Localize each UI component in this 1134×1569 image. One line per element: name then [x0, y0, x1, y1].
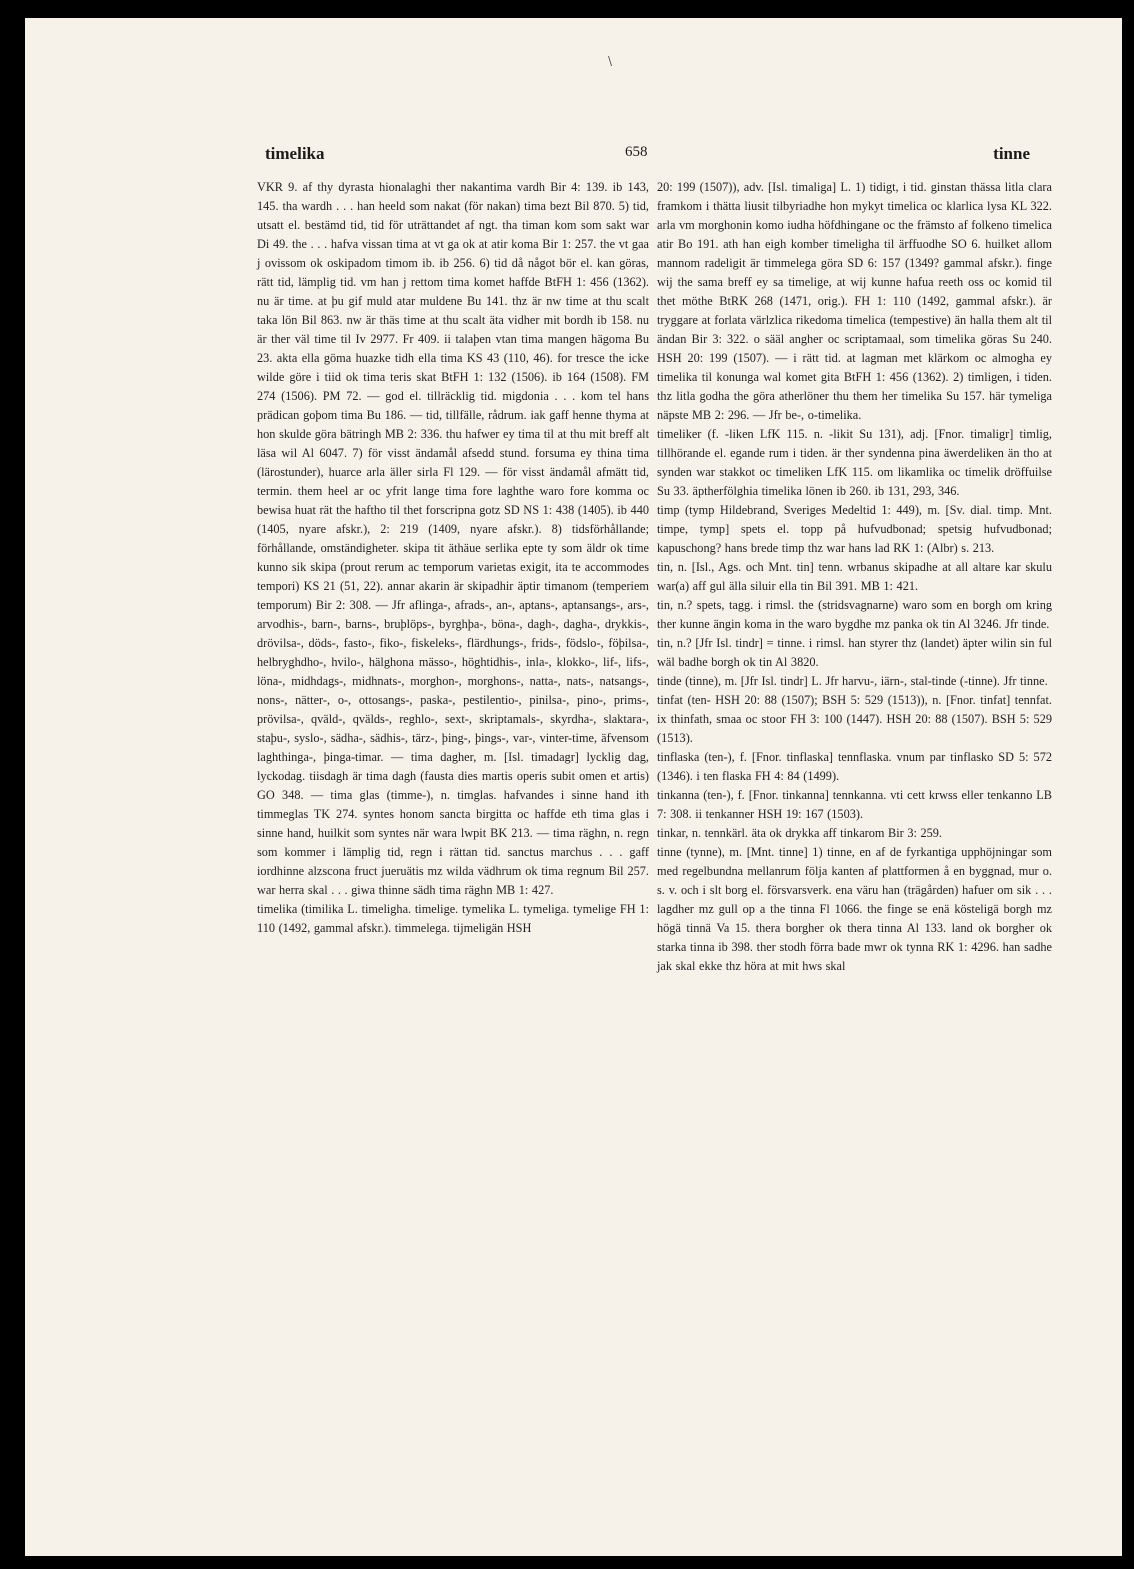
entry-text: timeliker (f. -liken LfK 115. n. -likit Su 131), adj. [Fnor. timaligr] timlig, tillhörande el. egande rum i tiden. är ther syndenna pina äwerdeliken än tho at synden war stakkot oc timeliken LfK 115. om likamlika oc timelik dröffuilse Su 33. äptherfölghia timelika lönen ib 260. ib 131, 293, 346. — [657, 427, 1052, 498]
entry-text: tin, n.? [Jfr Isl. tindr] = tinne. i rimsl. han styrer thz (landet) äpter wilin sin ful wäl badhe borgh ok tin Al 3820. — [657, 636, 1052, 669]
entry-text: tinkar, n. tennkärl. äta ok drykka aff tinkarom Bir 3: 259. — [657, 826, 942, 840]
entry-text: tinkanna (ten-), f. [Fnor. tinkanna] tennkanna. vti cett krwss eller tenkanno LB 7: 308. ii tenkanner HSH 19: 167 (1503). — [657, 788, 1052, 821]
entry-text: tin, n. [Isl., Ags. och Mnt. tin] tenn. wrbanus skipadhe at all altare kar skulu war(a) aff gul älla siluir ella tin Bil 391. MB 1: 421. — [657, 560, 1052, 593]
left-column — [257, 178, 649, 938]
entry-text: 20: 199 (1507)), adv. [Isl. timaliga] L. 1) tidigt, i tid. ginstan thässa litla clara framkom i thätta liusit tilbyriadhe hon mykyt timelica oc klarlica lysa KL 322. arla vm morghonin komo iudha höfdhingane oc the främsto af folkeno timelica atir Bo 191. ath han eigh komber timeligha til ärffuodhe SO 6. huilket allom mannom radeligit är timmelega göra SD 6: 157 (1349? gammal afskr.). finge wij the sama breff ey sa timelige, at wij kunne hafua reeth oss oc komid til thet möthe BtRK 268 (1471, orig.). FH 1: 110 (1492, gammal afskr.). är tryggare at forlata värlzlica rikedoma timelica (tempestive) än halla them alt til ändan Bir 3: 322. o sääl angher oc scriptamaal, som timelika göras Su 240. HSH 20: 199 (1507). — i rätt tid. at lagman met klärkom oc almogha ey timelika til konunga wal komet gita BtFH 1: 456 (1362). 2) timligen, i tiden. thz litla godha the göra atherlöner thu them her timelika Su 157. här tymeliga näpste MB 2: 296. — Jfr be-, o-timelika. — [657, 180, 1052, 422]
dictionary-page — [25, 18, 1122, 1556]
entry-text: timp (tymp Hildebrand, Sveriges Medeltid 1: 449), m. [Sv. dial. timp. Mnt. timpe, tymp] spets el. topp på hufvudbonad; spetsig hufvudbonad; kapuschong? hans brede timp thz war hans lad RK 1: (Albr) s. 213. — [657, 503, 1052, 555]
top-mark: \ — [608, 54, 613, 68]
entry-text: tin, n.? spets, tagg. i rimsl. the (stridsvagnarne) waro som en borgh om kring ther kunne ängin koma in the waro bygdhe mz panka ok tin Al 3246. Jfr tinde. — [657, 598, 1052, 631]
entry-text: tinflaska (ten-), f. [Fnor. tinflaska] tennflaska. vnum par tinflasko SD 5: 572 (1346). i ten flaska FH 4: 84 (1499). — [657, 750, 1052, 783]
running-head-left: timelika — [265, 144, 325, 163]
entry-text: VKR 9. af thy dyrasta hionalaghi ther nakantima vardh Bir 4: 139. ib 143, 145. tha wardh . . . han heeld som nakat (för nakan) tima bezt Bil 870. 5) tid, utsatt el. bestämd tid, tid för uträttandet af ngt. tha timan kom som sakt war Di 49. the . . . hafva vissan tima at vt ga ok at atir koma Bir 1: 257. the vt gaa j ovissom ok oskipadom timom ib. ib 256. 6) tid då något bör el. kan göras, rätt tid, lämplig tid. vm han j rettom tima komet haffde BtFH 1: 456 (1362). nu är time. at þu gif muld atar muldene Bu 141. thz är nw time at thu scalt taka lön Bil 863. nw är thäs time at thu scalt äta vidher mit bordh ib 158. nu är ther väl time til Iv 2977. Fr 409. ii talaþen vtan tima mangen hägoma Bu 23. akta ella göma huazke tidh ella tima KS 43 (110, 46). for tresce the icke wilde göre i tiid ok tima teris skat BtFH 1: 132 (1506). ib 164 (1508). FM 274 (1506). PM 72. — god el. tillräcklig tid. migdonia . . . kom tel hans prädican goþom tima Bu 186. — tid, tillfälle, rådrum. iak gaff henne thyma at hon skulde göra bätringh MB 2: 336. thu hafwer ey tima til at thu mit breff alt läsa wil Al 6047. 7) för visst ändamål afsedd stund. forsuma ey thina tima (lärostunder), huarce arla äller sirla Fl 129. — för visst ändamål afmätt tid, termin. them heel ar oc yfrit lange tima fore laghthe waro fore komma oc bewisa huat rät the haftho til thet forscripna gotz SD NS 1: 438 (1405). ib 440 (1405, nyare afskr.), 2: 219 (1409, nyare afskr.). 8) tidsförhållande; förhållande, omständigheter. skipa tit äthäue serlika epte ty som äldr ok time kunno sik skipa (prout rerum ac temporum varietas exigit, ita te accommodes tempori) KS 21 (51, 22). annar akarin är skipadhir äptir timanom (temperiem temporum) Bir 2: 308. — Jfr aflinga-, afrads-, an-, aptans-, aptansangs-, ars-, arvodhis-, barn-, barns-, bruþlöps-, byrghþa-, böna-, dagh-, dagha-, drykkis-, drövilsa-, döds-, fasto-, fiko-, fiskeleks-, flärdhungs-, frids-, födslo-, föþilsa-, helbryghdho-, hvilo-, hälghona mässo-, höghtidhis-, inla-, klokko-, lif-, lifs-, löna-, midhdags-, midhnats-, morghon-, morghons-, natta-, nats-, natsangs-, nons-, nätter-, o-, ottosangs-, paska-, pestilentio-, pinilsa-, pino-, prims-, prövilsa-, qväld-, qvälds-, reghlo-, sext-, skriptamals-, skyrdha-, slaktara-, staþu-, syslo-, sädha-, sädhis-, tärz-, þing-, þings-, var-, vinter-time, äfvensom laghthinga-, þinga-timar. — tima dagher, m. [Isl. timadagr] lycklig dag, lyckodag. tiisdagh är tima dagh (fausta dies martis operis subit omen et artis) GO 348. — tima glas (timme-), n. timglas. hafvandes i sinne hand ith timmeglas TK 274. syntes honom sancta birgitta oc haffde eth tima glas i sinne hand, huilkit som syntes när wara lwpit BK 213. — tima räghn, n. regn som kommer i lämplig tid, regn i rättan tid. sanctus marchus . . . gaff iordhinne alzscona fruct jueruätis mz wilda vädhrum ok tima regnum Bil 257. war herra skal . . . giwa thinne sädh tima räghn MB 1: 427. — [257, 180, 649, 897]
entry-text: tinde (tinne), m. [Jfr Isl. tindr] L. Jfr harvu-, iärn-, stal-tinde (-tinne). Jfr tinne. — [657, 674, 1048, 688]
entry-text: timelika (timilika L. timeligha. timelige. tymelika L. tymeliga. tymelige FH 1: 110 (1492, gammal afskr.). timmelega. tijmeligän HSH — [257, 902, 649, 935]
right-column — [657, 178, 1052, 976]
running-head-right: tinne — [993, 144, 1030, 163]
entry-text: tinfat (ten- HSH 20: 88 (1507); BSH 5: 529 (1513)), n. [Fnor. tinfat] tennfat. ix thinfath, smaa oc stoor FH 3: 100 (1447). HSH 20: 88 (1507). BSH 5: 529 (1513). — [657, 693, 1052, 745]
page-number: 658 — [625, 144, 648, 160]
entry-text: tinne (tynne), m. [Mnt. tinne] 1) tinne, en af de fyrkantiga upphöjningar som med regelbundna mellanrum följa kanten af plattformen å en byggnad, mur o. s. v. och i slt borg el. försvarsverk. ena väru han (trägården) hafuer om sik . . . lagdher mz gull op a the tinna Fl 1066. the finge se enä kösteligä borgh mz högä tinnä Va 15. thera borgher ok thera tinna Al 133. land ok borgher ok starka tinna ib 398. ther stodh förra bade mwr ok tynna RK 1: 4296. han sadhe jak skal ekke thz höra at mit hws skal — [657, 845, 1052, 973]
